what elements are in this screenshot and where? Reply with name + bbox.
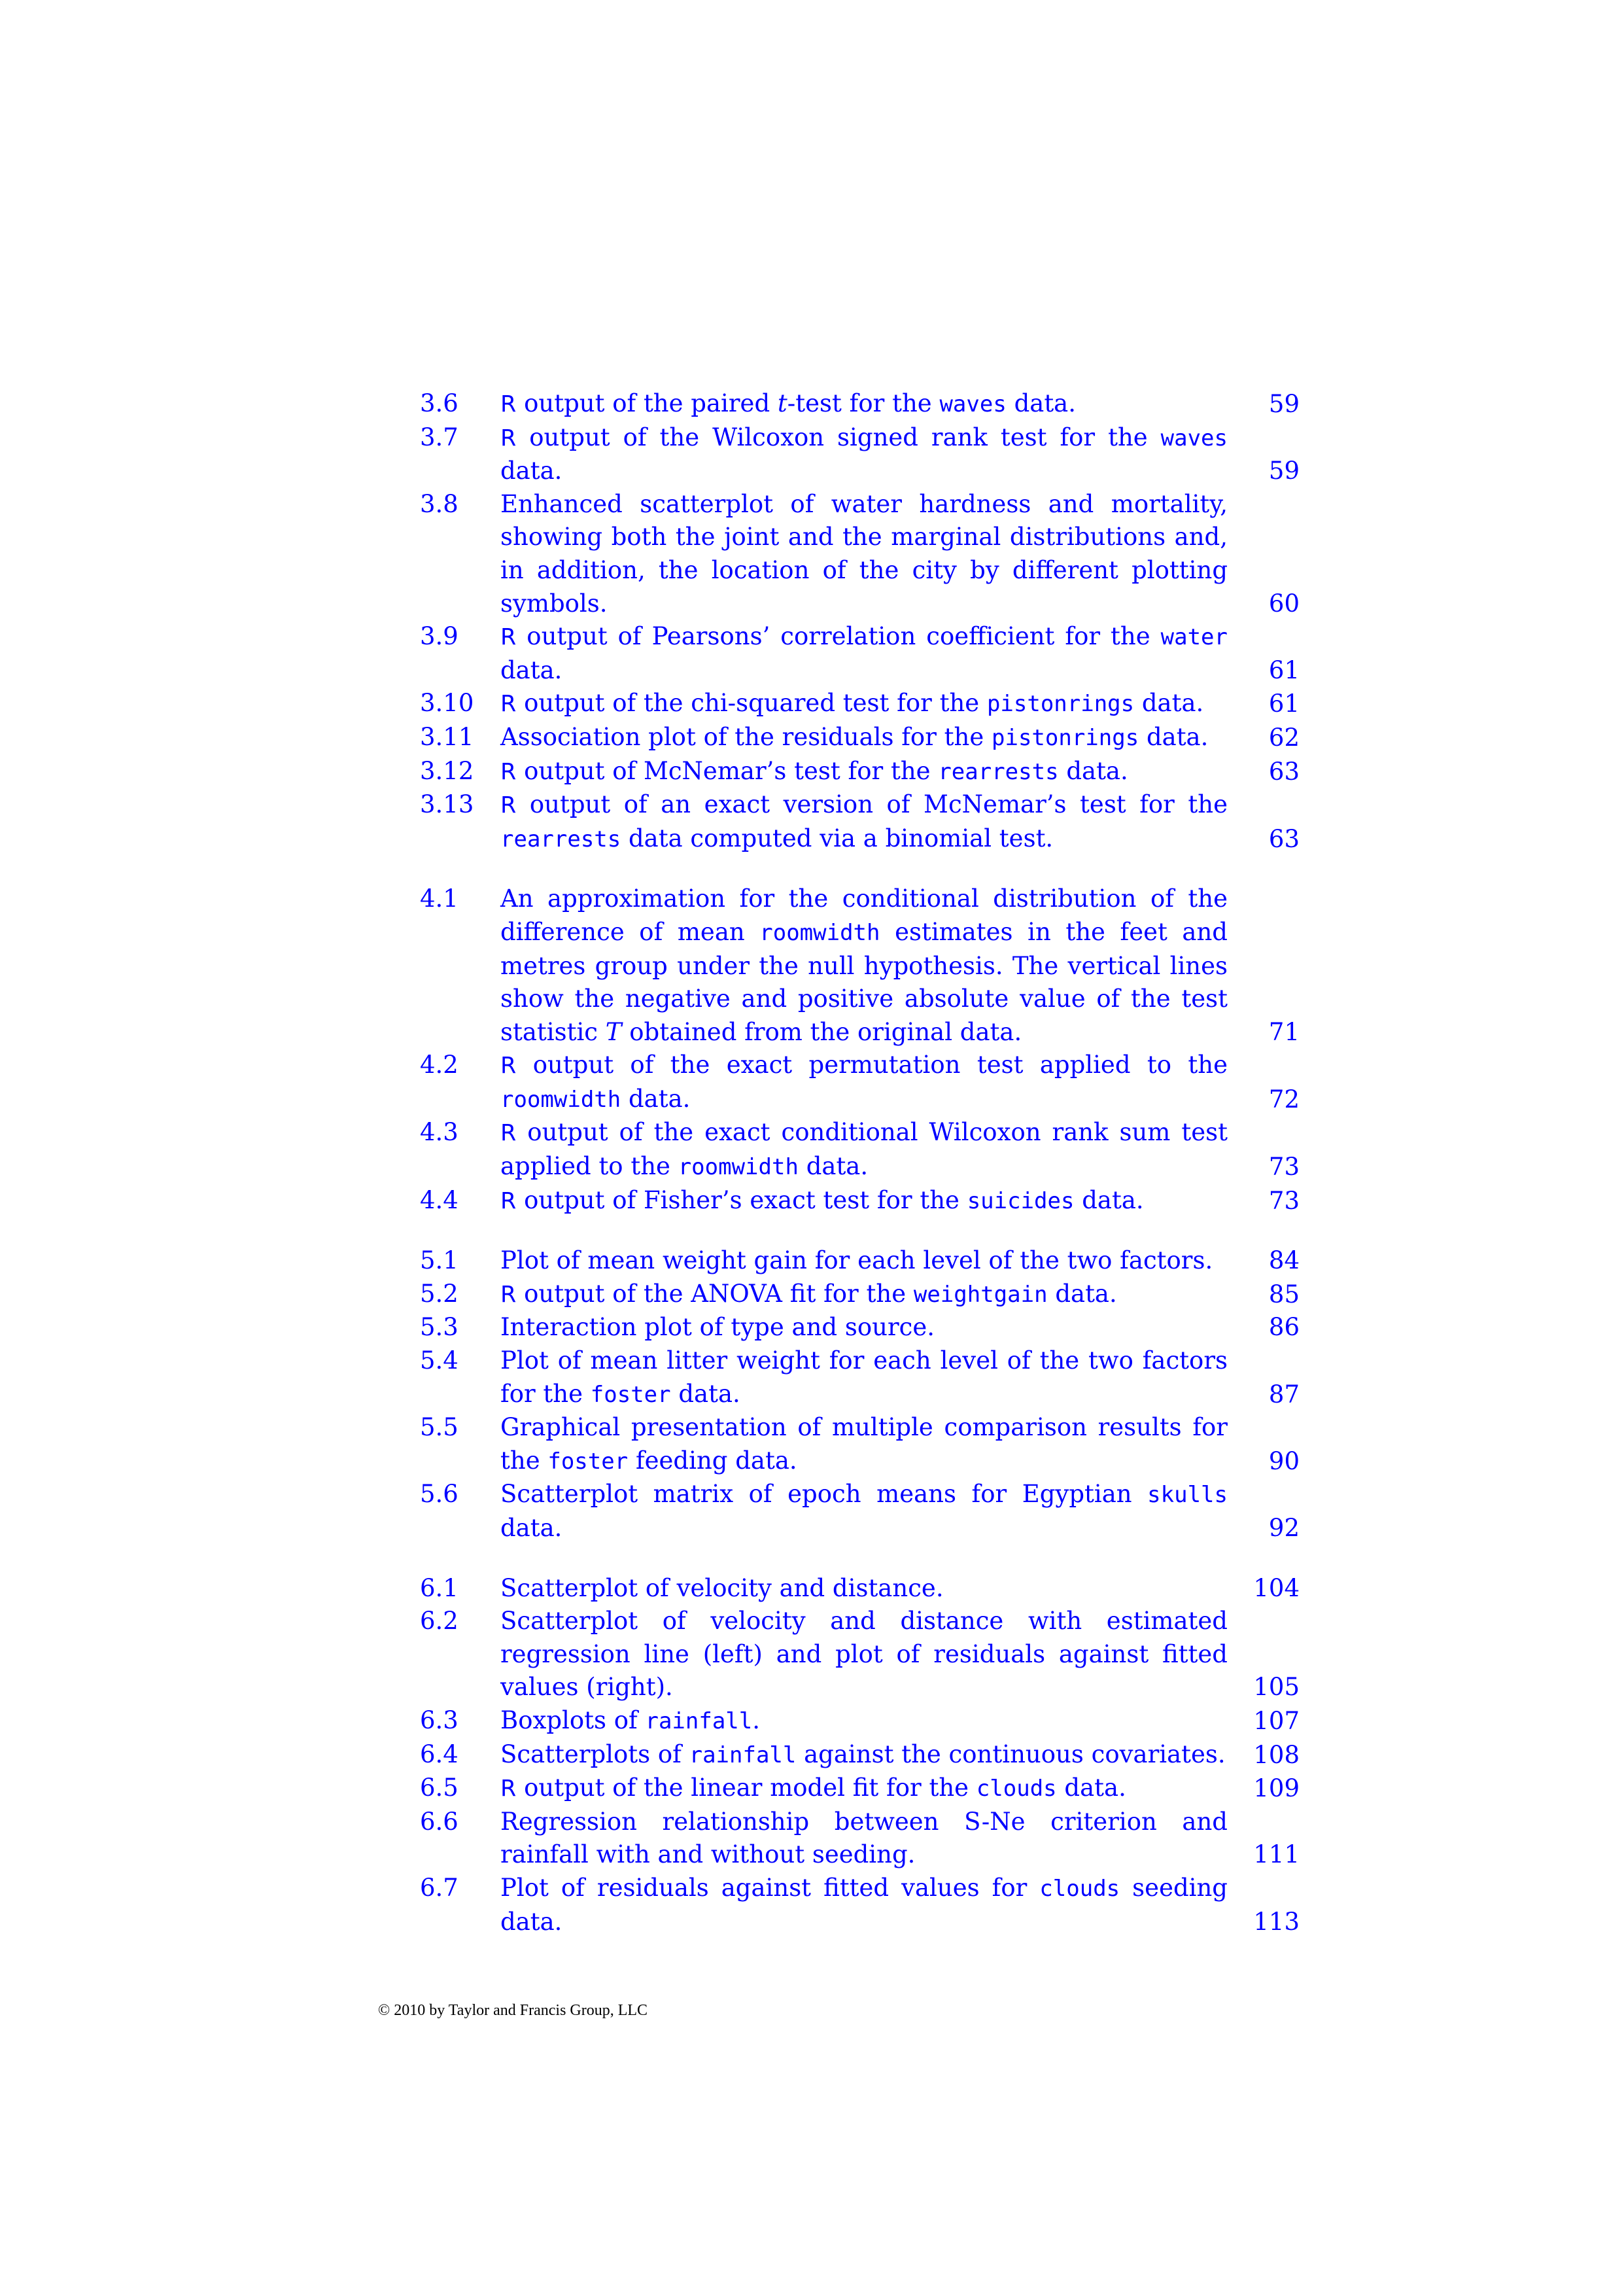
page-number[interactable]: 73: [1268, 1153, 1300, 1182]
figure-number[interactable]: 4.1: [420, 885, 458, 913]
figure-entry[interactable]: [420, 883, 1300, 1049]
figure-entry[interactable]: [420, 1806, 1300, 1872]
figure-number[interactable]: 5.4: [420, 1346, 458, 1375]
figure-caption[interactable]: [500, 1806, 1228, 1872]
entry-text-segment: data.: [1139, 722, 1209, 751]
entry-text-segment: data.: [1056, 1774, 1126, 1802]
figure-entry[interactable]: [420, 1572, 1300, 1605]
code-term: skulls: [1147, 1482, 1228, 1509]
entry-text-segment: estimates in the feet and metres group under the null hypothesis. The vertical lines show the negative and positive absolute value of the test statistic: [500, 917, 1228, 1046]
page-number[interactable]: 87: [1268, 1380, 1300, 1409]
entry-text-segment: data.: [1134, 689, 1204, 718]
figure-caption[interactable]: [500, 1411, 1228, 1478]
math-symbol: t: [777, 389, 787, 417]
entry-text-segment: Scatterplot matrix of epoch means for Egyptian: [500, 1480, 1148, 1509]
code-term: rainfall: [645, 1708, 753, 1734]
page-number[interactable]: 84: [1268, 1246, 1300, 1275]
entry-text-segment: Plot of mean litter weight for each level of the two factors for the: [500, 1346, 1228, 1408]
figure-entry[interactable]: [420, 1605, 1300, 1704]
figure-caption[interactable]: [500, 1184, 1228, 1218]
entry-text-segment: Graphical presentation of multiple comparison results for the: [500, 1413, 1228, 1475]
figure-group: [420, 1244, 1300, 1545]
entry-text-segment: data.: [1074, 1185, 1144, 1214]
code-term: rearrests: [500, 826, 621, 852]
entry-text-segment: -test for the: [787, 389, 940, 417]
figure-number[interactable]: 4.4: [420, 1185, 458, 1214]
entry-text-segment: output of the ANOVA fit for the: [516, 1279, 914, 1308]
code-term: weightgain: [913, 1281, 1048, 1308]
r-logo-text: R: [500, 691, 517, 718]
page-number[interactable]: 113: [1253, 1907, 1300, 1936]
entry-text-segment: Enhanced scatterplot of water hardness and mortality, showing both the joint and the marginal distributions and, in addition, the location of the city by different plotting symbols.: [500, 489, 1228, 618]
figure-number[interactable]: 5.2: [420, 1279, 458, 1308]
entry-text-segment: output of McNemar’s test for the: [516, 756, 939, 785]
figure-entry[interactable]: [420, 1872, 1300, 1938]
copyright-footer: © 2010 by Taylor and Francis Group, LLC: [378, 2002, 648, 2019]
figure-number[interactable]: 4.3: [420, 1118, 458, 1147]
figure-number[interactable]: 3.12: [420, 756, 474, 785]
entry-text-segment: output of the linear model fit for the: [516, 1774, 976, 1802]
figure-entry[interactable]: [420, 1411, 1300, 1478]
figure-number[interactable]: 6.3: [420, 1706, 458, 1734]
entry-text-segment: Plot of mean weight gain for each level of the two factors.: [500, 1246, 1213, 1275]
code-term: clouds: [976, 1776, 1057, 1802]
list-of-figures: [420, 387, 1300, 1965]
figure-entry[interactable]: [420, 1738, 1300, 1772]
figure-entry[interactable]: [420, 1311, 1300, 1344]
figure-entry[interactable]: [420, 488, 1300, 620]
figure-caption[interactable]: [500, 421, 1228, 488]
page-number[interactable]: 108: [1253, 1740, 1300, 1769]
entry-text-segment: output of the chi-squared test for the: [516, 689, 987, 718]
page-number[interactable]: 86: [1268, 1313, 1300, 1342]
page-number[interactable]: 71: [1268, 1017, 1300, 1046]
entry-text-segment: output of an exact version of McNemar’s test for the: [516, 790, 1228, 819]
code-term: rearrests: [938, 758, 1059, 785]
entry-text-segment: data.: [1058, 756, 1128, 785]
figure-number[interactable]: 3.10: [420, 689, 474, 718]
figure-caption[interactable]: [500, 1311, 1228, 1344]
figure-entry[interactable]: [420, 421, 1300, 488]
page-number[interactable]: 107: [1253, 1706, 1300, 1735]
figure-caption[interactable]: [500, 1344, 1228, 1411]
figure-entry[interactable]: [420, 1049, 1300, 1116]
code-term: foster: [547, 1448, 629, 1475]
entry-text-segment: data.: [798, 1152, 869, 1181]
page-number[interactable]: 59: [1268, 390, 1300, 418]
figure-number[interactable]: 3.7: [420, 423, 458, 451]
entry-text-segment: output of the paired: [516, 389, 778, 417]
figure-entry[interactable]: [420, 788, 1300, 856]
figure-number[interactable]: 6.2: [420, 1607, 458, 1636]
entry-text-segment: data.: [500, 457, 562, 485]
page-number[interactable]: 63: [1268, 824, 1300, 853]
figure-caption[interactable]: [500, 755, 1228, 789]
figure-caption[interactable]: [500, 1738, 1228, 1772]
r-logo-text: R: [500, 758, 517, 785]
figure-caption[interactable]: [500, 1772, 1228, 1806]
figure-entry[interactable]: [420, 1244, 1300, 1278]
figure-entry[interactable]: [420, 721, 1300, 755]
figure-caption[interactable]: [500, 488, 1228, 620]
figure-caption[interactable]: [500, 788, 1228, 856]
figure-number[interactable]: 6.4: [420, 1740, 458, 1768]
figure-caption[interactable]: [500, 1605, 1228, 1704]
figure-entry[interactable]: [420, 1478, 1300, 1545]
figure-entry[interactable]: [420, 620, 1300, 687]
code-term: roomwidth: [500, 1086, 621, 1113]
r-logo-text: R: [500, 1776, 517, 1802]
figure-number[interactable]: 5.6: [420, 1480, 458, 1509]
r-logo-text: R: [500, 1120, 517, 1147]
code-term: roomwidth: [759, 919, 880, 946]
figure-caption[interactable]: [500, 1572, 1228, 1605]
code-term: suicides: [967, 1187, 1075, 1214]
entry-text-segment: output of Pearsons’ correlation coefficient for the: [516, 622, 1161, 651]
figure-entry[interactable]: [420, 1116, 1300, 1183]
page-number[interactable]: 61: [1268, 690, 1300, 718]
r-logo-text: R: [500, 1187, 517, 1214]
figure-group: [420, 1572, 1300, 1939]
figure-caption[interactable]: [500, 1116, 1228, 1183]
page-number[interactable]: 61: [1268, 656, 1300, 684]
page-number[interactable]: 72: [1268, 1085, 1300, 1113]
figure-entry[interactable]: [420, 1184, 1300, 1218]
figure-number[interactable]: 5.5: [420, 1413, 458, 1442]
entry-text-segment: output of Fisher’s exact test for the: [516, 1185, 967, 1214]
page-number[interactable]: 85: [1268, 1280, 1300, 1308]
entry-text-segment: data.: [1047, 1279, 1117, 1308]
entry-text-segment: data computed via a binomial test.: [621, 824, 1054, 852]
entry-text-segment: against the continuous covariates.: [796, 1740, 1226, 1768]
page-number[interactable]: 62: [1268, 723, 1300, 752]
entry-text-segment: output of the exact conditional Wilcoxon rank sum test applied to the: [500, 1118, 1228, 1181]
entry-text-segment: Scatterplot of velocity and distance.: [500, 1573, 944, 1602]
figure-caption[interactable]: [500, 1278, 1228, 1312]
figure-number[interactable]: 6.1: [420, 1573, 458, 1602]
entry-text-segment: Plot of residuals against fitted values for: [500, 1873, 1040, 1902]
entry-text-segment: An approximation for the conditional distribution of the difference of mean: [500, 885, 1228, 946]
figure-entry[interactable]: [420, 1704, 1300, 1738]
figure-number[interactable]: 6.6: [420, 1807, 458, 1836]
code-term: pistonrings: [986, 691, 1135, 718]
code-term: roomwidth: [678, 1154, 799, 1181]
entry-text-segment: feeding data.: [628, 1446, 797, 1475]
figure-entry[interactable]: [420, 1772, 1300, 1806]
page-number[interactable]: 104: [1253, 1573, 1300, 1602]
code-term: clouds: [1039, 1875, 1120, 1902]
entry-text-segment: seeding data.: [500, 1873, 1228, 1936]
figure-group: [420, 387, 1300, 856]
page-number[interactable]: 105: [1253, 1673, 1300, 1702]
r-logo-text: R: [500, 792, 517, 819]
figure-caption[interactable]: [500, 1704, 1228, 1738]
entry-text-segment: Scatterplot of velocity and distance with estimated regression line (left) and plot of residuals against fitted values (right).: [500, 1607, 1228, 1702]
figure-entry[interactable]: [420, 687, 1300, 721]
figure-number[interactable]: 3.9: [420, 622, 458, 651]
figure-number[interactable]: 3.13: [420, 790, 474, 819]
code-term: waves: [939, 391, 1007, 417]
entry-text-segment: Regression relationship between S-Ne criterion and rainfall with and without seeding.: [500, 1807, 1228, 1869]
r-logo-text: R: [500, 391, 517, 417]
entry-text-segment: data.: [1006, 389, 1077, 417]
code-term: rainfall: [689, 1742, 797, 1768]
figure-caption[interactable]: [500, 1244, 1228, 1278]
page-number[interactable]: 92: [1268, 1514, 1300, 1542]
figure-number[interactable]: 5.3: [420, 1313, 458, 1342]
figure-caption[interactable]: [500, 620, 1228, 687]
page-number[interactable]: 90: [1268, 1446, 1300, 1475]
entry-text-segment: data.: [500, 1514, 562, 1542]
figure-entry[interactable]: [420, 755, 1300, 789]
figure-group: [420, 883, 1300, 1218]
entry-text-segment: Association plot of the residuals for the: [500, 722, 992, 751]
figure-caption[interactable]: [500, 1049, 1228, 1116]
r-logo-text: R: [500, 624, 517, 651]
figure-caption[interactable]: [500, 387, 1228, 421]
figure-number[interactable]: 3.8: [420, 489, 458, 518]
figure-entry[interactable]: [420, 1278, 1300, 1312]
entry-text-segment: Interaction plot of type and source.: [500, 1313, 935, 1342]
figure-entry[interactable]: [420, 387, 1300, 421]
entry-text-segment: Scatterplots of: [500, 1740, 689, 1768]
figure-caption[interactable]: [500, 883, 1228, 1049]
r-logo-text: R: [500, 1281, 517, 1308]
entry-text-segment: data.: [670, 1379, 740, 1408]
page-number[interactable]: 63: [1268, 757, 1300, 786]
figure-caption[interactable]: [500, 687, 1228, 721]
code-term: waves: [1160, 425, 1228, 451]
code-term: pistonrings: [992, 724, 1139, 751]
figure-number[interactable]: 4.2: [420, 1051, 458, 1079]
code-term: water: [1160, 624, 1228, 651]
figure-entry[interactable]: [420, 1344, 1300, 1411]
math-symbol: T: [605, 1017, 622, 1046]
figure-number[interactable]: 5.1: [420, 1246, 458, 1275]
r-logo-text: R: [500, 425, 517, 451]
entry-text-segment: data.: [500, 656, 562, 684]
page-number[interactable]: 60: [1268, 589, 1300, 618]
entry-text-segment: .: [752, 1706, 761, 1734]
figure-caption[interactable]: [500, 1478, 1228, 1545]
figure-number[interactable]: 6.5: [420, 1774, 458, 1802]
figure-number[interactable]: 3.11: [420, 722, 474, 751]
page-number[interactable]: 111: [1253, 1840, 1300, 1869]
entry-text-segment: output of the exact permutation test applied to the: [516, 1051, 1228, 1079]
page-number[interactable]: 109: [1253, 1774, 1300, 1803]
figure-number[interactable]: 3.6: [420, 389, 458, 417]
figure-caption[interactable]: [500, 721, 1228, 755]
page-number[interactable]: 73: [1268, 1186, 1300, 1215]
r-logo-text: R: [500, 1053, 517, 1079]
entry-text-segment: output of the Wilcoxon signed rank test for the: [516, 423, 1161, 451]
code-term: foster: [590, 1381, 671, 1408]
figure-caption[interactable]: [500, 1872, 1228, 1938]
entry-text-segment: Boxplots of: [500, 1706, 646, 1734]
figure-number[interactable]: 6.7: [420, 1873, 458, 1902]
entry-text-segment: obtained from the original data.: [621, 1017, 1022, 1046]
entry-text-segment: data.: [621, 1084, 691, 1113]
page-number[interactable]: 59: [1268, 457, 1300, 485]
